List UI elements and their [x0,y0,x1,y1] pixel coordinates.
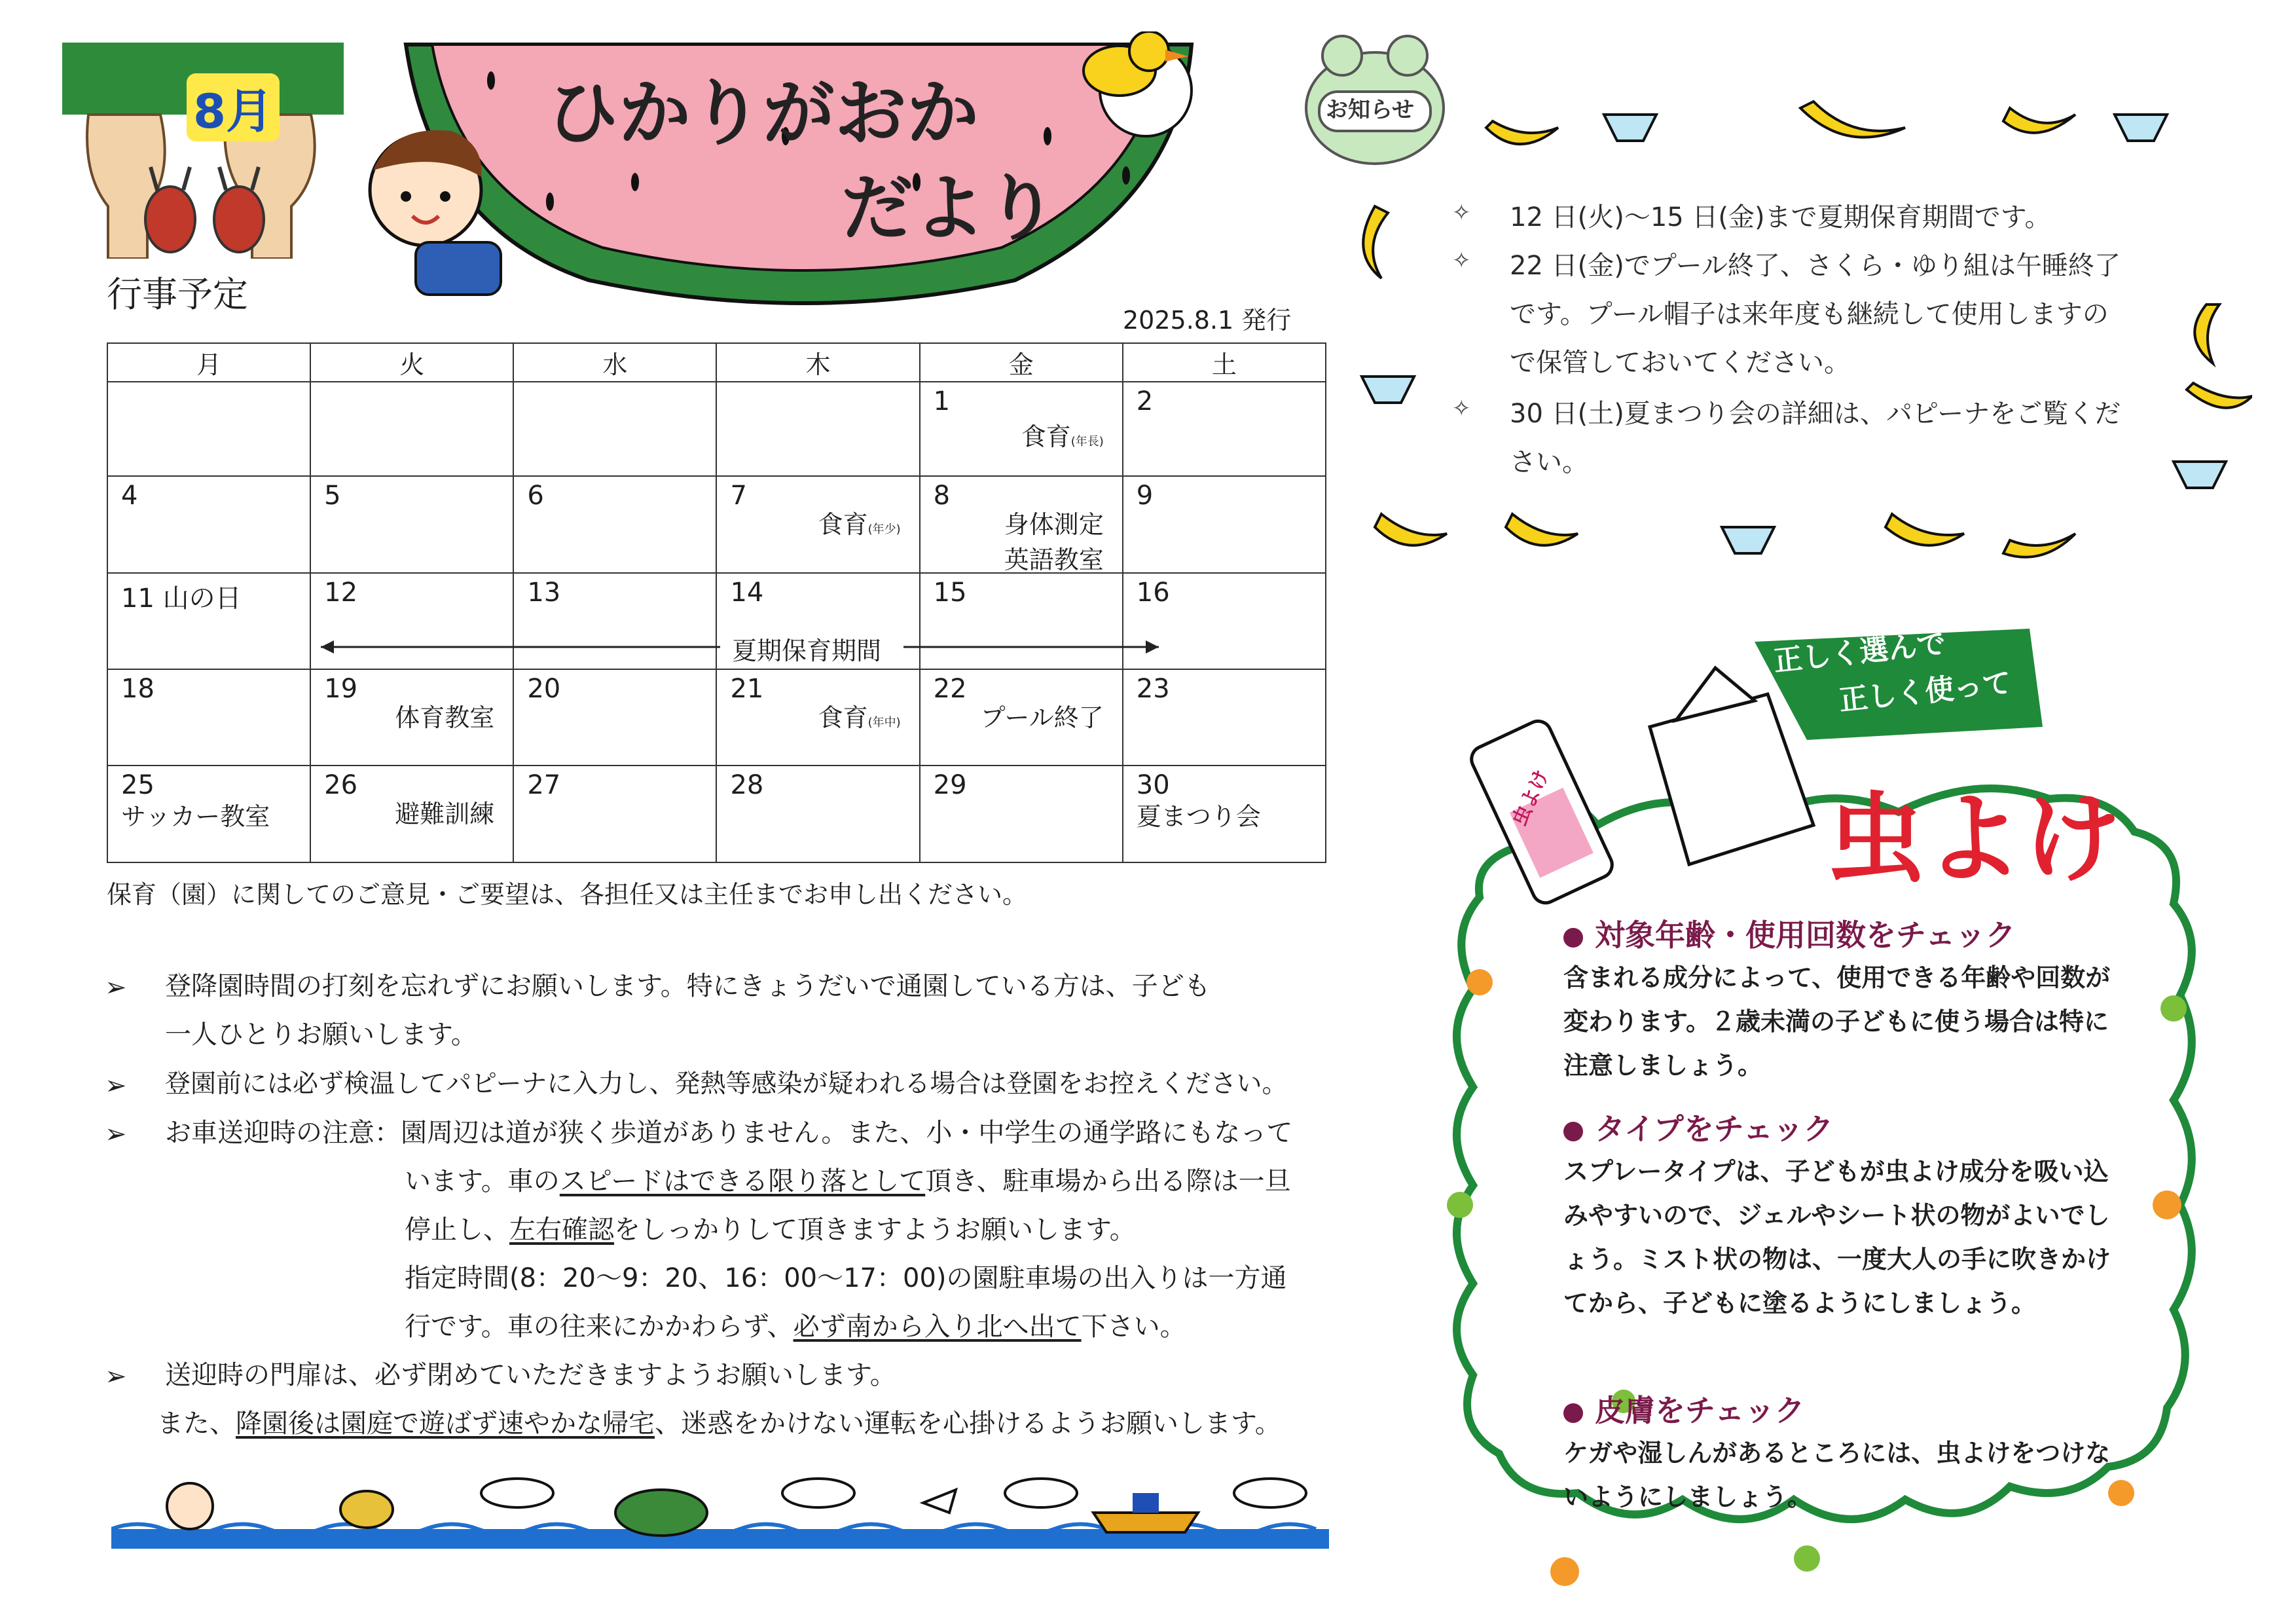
event-calendar [107,342,1326,863]
calendar-day: 9 [1136,481,1154,511]
calendar-cell [716,669,919,766]
note-fragment: 停止し、 [405,1215,509,1245]
calendar-day: 21 [730,674,764,704]
calendar-event: 避難訓練 [395,800,495,829]
section-heading [1563,912,2016,955]
calendar-day: 18 [121,674,155,704]
cloud-icon [1005,1479,1077,1507]
note-text [157,1408,1281,1439]
boy-character-illustration [354,118,530,301]
beetle-icon [145,167,195,252]
banana-icon [1375,514,1447,545]
section-heading-text: タイプをチェック [1595,1111,1834,1147]
calendar-cell [920,382,1123,476]
calendar-day: 20 [527,674,561,704]
banana-icon [2003,534,2075,557]
calendar-cell [716,766,919,862]
calendar-day: 29 [933,770,967,801]
note-text: お車送迎時の注意：園周辺は道が狭く歩道がありません。また、小・中学生の通学路にもなって [165,1118,1293,1148]
sparkle-bullet-icon: ✧ [1452,200,1471,226]
calendar-event: サッカー教室 [121,802,270,832]
note-fragment: 行です。車の往来にかかわらず、 [405,1312,793,1342]
note-emphasis: スピードはできる限り落として [559,1166,926,1196]
summer-period-label: 夏期保育期間 [732,637,882,665]
calendar-day: 27 [527,770,561,801]
sparkle-bullet-icon: ✧ [1452,248,1471,274]
section-body: 含まれる成分によって、使用できる年齢や回数が変わります。２歳未満の子どもに使う場合は特に注意しましょう。 [1563,963,2111,1080]
note-text [405,1166,1291,1197]
calendar-cell [513,766,716,862]
calendar-cell [107,766,310,862]
cloud-icon [782,1479,854,1507]
bullet-arrow-icon: ➢ [105,1119,127,1149]
calendar-footnote: 保育（園）に関してのご意見・ご要望は、各担任又は主任までお申し出ください。 [107,880,1028,909]
event-text: 身体測定 [1004,510,1104,540]
calendar-event [818,700,901,741]
dessert-cup-icon [1604,115,1656,141]
tag-line2: 正しく使って [1837,666,2013,718]
calendar-day: 16 [1136,577,1170,608]
sparkle-bullet-icon: ✧ [1452,396,1471,422]
issue-date: 2025.8.1 発行 [1123,306,1292,335]
section-heading [1563,1105,1833,1149]
calendar-cell [107,382,310,476]
dessert-cup-icon [1362,377,1414,403]
weekday-header: 水 [513,343,716,382]
section-heading [1563,1387,1805,1430]
note-fragment: 頂き、駐車場から出る際は一旦 [925,1166,1291,1196]
bullet-arrow-icon: ➢ [105,972,127,1003]
calendar-day: 26 [324,770,358,801]
banana-icon [1800,101,1905,138]
calendar-day: 14 [730,577,764,608]
insect-repellent-title: 虫よけ [1827,783,2122,896]
notice-text: で保管しておいてください。 [1510,348,1850,378]
dot-decoration [1794,1545,1820,1572]
calendar-cell [107,669,310,766]
weekday-header: 月 [107,343,310,382]
banana-icon [2195,304,2219,363]
calendar-cell [310,669,513,766]
boat-icon [1093,1493,1198,1532]
calendar-cell [513,476,716,572]
dot-decoration [1550,1557,1579,1586]
note-fragment: をしっかりして頂きますようお願いします。 [614,1215,1136,1245]
calendar-cell [716,476,919,572]
banana-icon [1886,514,1964,545]
calendar-cell [920,476,1123,575]
calendar-event: 体育教室 [395,703,495,732]
weekday-header: 金 [920,343,1123,382]
calendar-day: 8 [933,481,951,511]
note-fragment: 下さい。 [1081,1312,1186,1342]
calendar-day: 11 山の日 [121,583,242,614]
banana-icon [1506,514,1578,545]
bullet-arrow-icon: ➢ [105,1071,127,1101]
weekday-header: 木 [716,343,919,382]
calendar-cell [310,766,513,862]
weekday-header: 火 [310,343,513,382]
calendar-day: 30 [1136,770,1170,801]
calendar-cell [513,669,716,766]
cloud-icon [481,1479,553,1507]
calendar-event [1021,419,1104,460]
tag-line1: 正しく選んで [1772,627,1948,678]
section-body: ケガや湿しんがあるところには、虫よけをつけないようにしましょう。 [1563,1439,2111,1511]
calendar-day: 22 [933,674,967,704]
tube-label: 虫よけ [1508,766,1554,830]
section-body: スプレータイプは、子どもが虫よけ成分を吸い込みやすいので、ジェルやシート状の物がよいでしょう。ミスト状の物は、一度大人の手に吹きかけてから、子どもに塗るようにしましょう。 [1563,1157,2111,1318]
calendar-day: 6 [527,481,544,511]
calendar-cell [107,476,310,572]
bird-icon [923,1490,956,1513]
calendar-cell [513,382,716,476]
calendar-day: 28 [730,770,764,801]
calendar-cell [107,573,310,669]
note-fragment: 、迷惑をかけない運転を心掛けるようお願いします。 [655,1409,1281,1439]
calendar-event [818,507,901,547]
calendar-cell [1123,476,1326,572]
event-note: (年中) [867,716,901,729]
cloud-icon [1234,1479,1306,1507]
notice-text: 12 日(火)～15 日(金)まで夏期保育期間です。 [1510,202,2051,232]
note-text [405,1311,1186,1342]
note-emphasis: 必ず南から入り北へ出て [793,1312,1082,1342]
note-emphasis: 左右確認 [509,1215,614,1245]
notice-text: 30 日(土)夏まつり会の詳細は、パピーナをご覧くだ [1510,399,2121,429]
calendar-day: 19 [324,674,358,704]
note-fragment: また、 [157,1409,236,1439]
heading-dot-icon [1563,928,1583,948]
weekday-header: 土 [1123,343,1326,382]
notice-text: です。プール帽子は来年度も継続して使用しますの [1510,299,2109,329]
event-text: 英語教室 [1004,545,1104,575]
notice-badge: お知らせ [1326,97,1414,123]
calendar-day: 15 [933,577,967,608]
calendar-cell [1123,766,1326,862]
banana-icon [1363,206,1388,278]
note-fragment: います。車の [405,1166,560,1196]
event-text: 食育 [818,510,868,540]
calendar-day: 13 [527,577,561,608]
event-text: 食育 [1021,422,1071,451]
note-text: 登園前には必ず検温してパピーナに入力し、発熱等感染が疑われる場合は登園をお控えください。 [165,1069,1288,1099]
dot-decoration [2153,1190,2181,1219]
swimming-child-icon [167,1483,213,1529]
dessert-cup-icon [2115,115,2167,141]
note-emphasis: 降園後は園庭で遊ばず速やかな帰宅 [236,1409,655,1439]
section-heading-text: 皮膚をチェック [1595,1393,1805,1428]
event-text: 食育 [818,703,868,732]
calendar-day: 5 [324,481,341,511]
fish-icon [340,1491,393,1528]
calendar-event: 夏まつり会 [1136,802,1261,832]
calendar-day: 12 [324,577,358,608]
dot-decoration [2160,995,2187,1022]
note-text: 指定時間(8：20～9：20、16：00～17：00)の園駐車場の出入りは一方通 [405,1263,1287,1293]
heading-dot-icon [1563,1122,1583,1141]
calendar-cell [1123,382,1326,476]
event-note: (年長) [1070,434,1104,449]
bullet-arrow-icon: ➢ [105,1361,127,1392]
notice-text: さい。 [1510,447,1588,477]
section-heading-text: 対象年齢・使用回数をチェック [1595,917,2016,953]
banana-icon [2003,108,2075,133]
banana-icon [1486,121,1558,144]
dessert-cup-icon [2174,462,2226,488]
note-text: 登降園時間の打刻を忘れずにお願いします。特にきょうだいで通園している方は、子ども [165,971,1211,1001]
calendar-cell [920,669,1123,766]
calendar-cell [310,476,513,572]
sea-decoration [111,1467,1329,1552]
calendar-day: 25 [121,770,155,801]
calendar-cell [920,766,1123,862]
calendar-day: 7 [730,481,747,511]
newsletter-title-line2: だより [841,166,1057,250]
banana-icon [2187,383,2252,408]
event-note: (年少) [867,523,901,537]
notice-text: 22 日(金)でプール終了、さくら・ゆり組は午睡終了 [1510,251,2121,281]
schedule-label: 行事予定 [107,274,248,315]
calendar-cell [310,382,513,476]
note-text [405,1214,1136,1246]
dot-decoration [1447,1192,1473,1218]
dessert-cup-icon [1722,527,1774,553]
calendar-cell [1123,669,1326,766]
calendar-day: 2 [1136,386,1154,416]
calendar-day: 23 [1136,674,1170,704]
calendar-event [1004,507,1104,578]
calendar-day: 4 [121,481,138,511]
note-text: 送迎時の門扉は、必ず閉めていただきますようお願いします。 [165,1360,896,1390]
calendar-event: プール終了 [980,703,1104,732]
heading-dot-icon [1563,1403,1583,1423]
note-text: 一人ひとりお願いします。 [165,1020,477,1050]
newsletter-title-line1: ひかりがおか [547,71,979,155]
calendar-cell [716,382,919,476]
turtle-icon [615,1490,707,1536]
dot-decoration [1467,969,1493,995]
calendar-day: 1 [933,386,951,416]
month-label: 8月 [187,73,280,141]
